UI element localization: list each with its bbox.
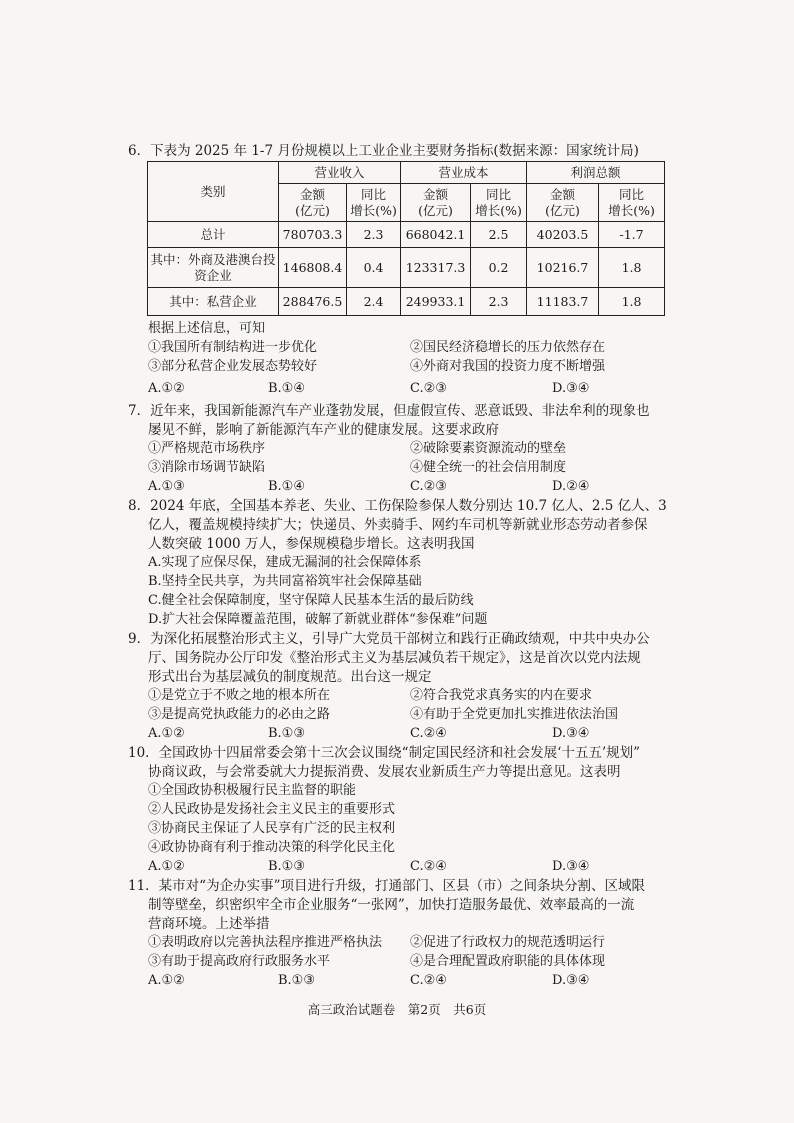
row-label: 其中：私营企业 [148,288,279,316]
table-header-row [148,162,665,184]
page-footer: 高三政治试题卷 第2页 共6页 [307,1002,487,1017]
q7-option-3: ③消除市场调节缺陷 [148,460,266,475]
profit-header: 利润总额 [527,162,665,184]
q11-option-3: ③有助于提高政府行政服务水平 [148,954,331,969]
growth-header: 同比 增长(%) [599,184,665,222]
table-cell: 1.8 [599,288,665,316]
q6-stem: 6．下表为 2025 年 1-7 月份规模以上工业企业主要财务指标(数据来源：国家统计局) [128,143,639,159]
q10-choice-d[interactable]: D.③④ [552,859,590,874]
table-cell: 2.3 [471,288,527,316]
table-cell: 668042.1 [401,222,471,248]
q11-stem-line2: 制等壁垒，织密织牢全市企业服务“一张网”，加快打造服务最优、效率最高的一流 [148,897,635,913]
q10-option-2: ②人民政协是发扬社会主义民主的重要形式 [148,802,396,817]
q6-choice-d[interactable]: D.③④ [552,381,590,396]
q9-choice-a[interactable]: A.①② [148,726,185,741]
q6-option-4: ④外商对我国的投资力度不断增强 [410,359,606,374]
q10-stem-line1: 10．全国政协十四届常委会第十三次会议围绕“制定国民经济和社会发展‘十五五’规划” [128,745,641,761]
q11-stem-line3: 营商环境。上述举措 [148,916,270,932]
q8-option-a[interactable]: A.实现了应保尽保，建成无漏洞的社会保障体系 [148,555,422,570]
q10-option-3: ③协商民主保证了人民享有广泛的民主权利 [148,821,396,836]
q11-choice-d[interactable]: D.③④ [552,973,590,988]
q9-choice-d[interactable]: D.③④ [552,726,590,741]
q9-stem-line1: 9．为深化拓展整治形式主义，引导广大党员干部树立和践行正确政绩观，中共中央办公 [128,631,650,647]
table-cell: 146808.4 [279,248,347,288]
amount-header: 金额 (亿元) [279,184,347,222]
table-cell: 10216.7 [527,248,599,288]
category-header: 类别 [148,162,279,222]
q11-choice-c[interactable]: C.②④ [410,973,447,988]
q7-stem-line2: 屡见不鲜，影响了新能源汽车产业的健康发展。这要求政府 [148,422,499,438]
q11-option-4: ④是合理配置政府职能的具体体现 [410,954,606,969]
revenue-header: 营业收入 [279,162,401,184]
q11-option-2: ②促进了行政权力的规范透明运行 [410,935,606,950]
q11-stem-line1: 11．某市对“为企办实事”项目进行升级，打通部门、区县（市）之间条块分割、区域限 [128,878,645,894]
q6-option-3: ③部分私营企业发展态势较好 [148,359,318,374]
q8-option-d[interactable]: D.扩大社会保障覆盖范围，破解了新就业群体“参保难”问题 [148,612,488,627]
table-cell: 0.2 [471,248,527,288]
table-cell: 40203.5 [527,222,599,248]
table-cell: 288476.5 [279,288,347,316]
q8-stem-line1: 8．2024 年底，全国基本养老、失业、工伤保险参保人数分别达 10.7 亿人、2.5 亿人、3 [128,498,667,514]
q9-stem-line3: 形式出台为基层减负的制度规范。出台这一规定 [148,669,432,685]
q9-choice-b[interactable]: B.①③ [268,726,305,741]
table-cell: 249933.1 [401,288,471,316]
table-row [148,248,665,288]
q6-option-2: ②国民经济稳增长的压力依然存在 [410,340,606,355]
q7-option-4: ④健全统一的社会信用制度 [410,460,567,475]
q11-choice-b[interactable]: B.①③ [278,973,315,988]
q9-option-4: ④有助于全党更加扎实推进依法治国 [410,707,619,722]
financial-indicators-table [147,161,665,316]
q9-stem-line2: 厅、国务院办公厅印发《整治形式主义为基层减负若干规定》，这是首次以党内法规 [148,650,641,666]
table-cell: 0.4 [347,248,401,288]
table-cell: 780703.3 [279,222,347,248]
q11-choice-a[interactable]: A.①② [148,973,185,988]
q7-choice-c[interactable]: C.②③ [410,479,447,494]
q7-choice-d[interactable]: D.②④ [552,479,590,494]
table-row [148,222,665,248]
cost-header: 营业成本 [401,162,527,184]
q9-option-3: ③是提高党执政能力的必由之路 [148,707,331,722]
growth-header: 同比 增长(%) [347,184,401,222]
table-cell: 1.8 [599,248,665,288]
q6-prompt: 根据上述信息，可知 [148,321,266,336]
q10-option-4: ④政协协商有利于推动决策的科学化民主化 [148,840,396,855]
table-cell: 2.3 [347,222,401,248]
q6-option-1: ①我国所有制结构进一步优化 [148,340,318,355]
q8-option-b[interactable]: B.坚持全民共享，为共同富裕筑牢社会保障基础 [148,574,422,589]
q10-stem-line2: 协商议政，与会常委就大力提振消费、发展农业新质生产力等提出意见。这表明 [148,764,621,780]
amount-header: 金额 (亿元) [401,184,471,222]
q7-choice-a[interactable]: A.①③ [148,479,185,494]
row-label: 其中：外商及港澳台投 资企业 [148,248,279,288]
q8-stem-line3: 人数突破 1000 万人，参保规模稳步增长。这表明我国 [148,536,475,552]
q7-option-1: ①严格规范市场秩序 [148,441,266,456]
q9-option-1: ①是党立于不败之地的根本所在 [148,688,331,703]
q7-option-2: ②破除要素资源流动的壁垒 [410,441,567,456]
table-cell: 2.5 [471,222,527,248]
q6-choice-b[interactable]: B.①④ [268,381,305,396]
table-cell: 123317.3 [401,248,471,288]
q10-choice-c[interactable]: C.②④ [410,859,447,874]
table-cell: -1.7 [599,222,665,248]
q10-choice-b[interactable]: B.①③ [268,859,305,874]
q9-choice-c[interactable]: C.②④ [410,726,447,741]
q7-choice-b[interactable]: B.①④ [268,479,305,494]
amount-header: 金额 (亿元) [527,184,599,222]
growth-header: 同比 增长(%) [471,184,527,222]
q7-stem-line1: 7．近年来，我国新能源汽车产业蓬勃发展，但虚假宣传、恶意诋毁、非法牟利的现象也 [128,403,650,419]
q6-choice-c[interactable]: C.②③ [410,381,447,396]
q6-choice-a[interactable]: A.①② [148,381,185,396]
q11-option-1: ①表明政府以完善执法程序推进严格执法 [148,935,383,950]
table-row [148,288,665,316]
q10-choice-a[interactable]: A.①② [148,859,185,874]
table-cell: 2.4 [347,288,401,316]
q9-option-2: ②符合我党求真务实的内在要求 [410,688,593,703]
row-label: 总计 [148,222,279,248]
q8-option-c[interactable]: C.健全社会保障制度，坚守保障人民基本生活的最后防线 [148,593,474,608]
q8-stem-line2: 亿人，覆盖规模持续扩大；快递员、外卖骑手、网约车司机等新就业形态劳动者参保 [148,517,648,533]
q10-option-1: ①全国政协积极履行民主监督的职能 [148,783,357,798]
table-cell: 11183.7 [527,288,599,316]
